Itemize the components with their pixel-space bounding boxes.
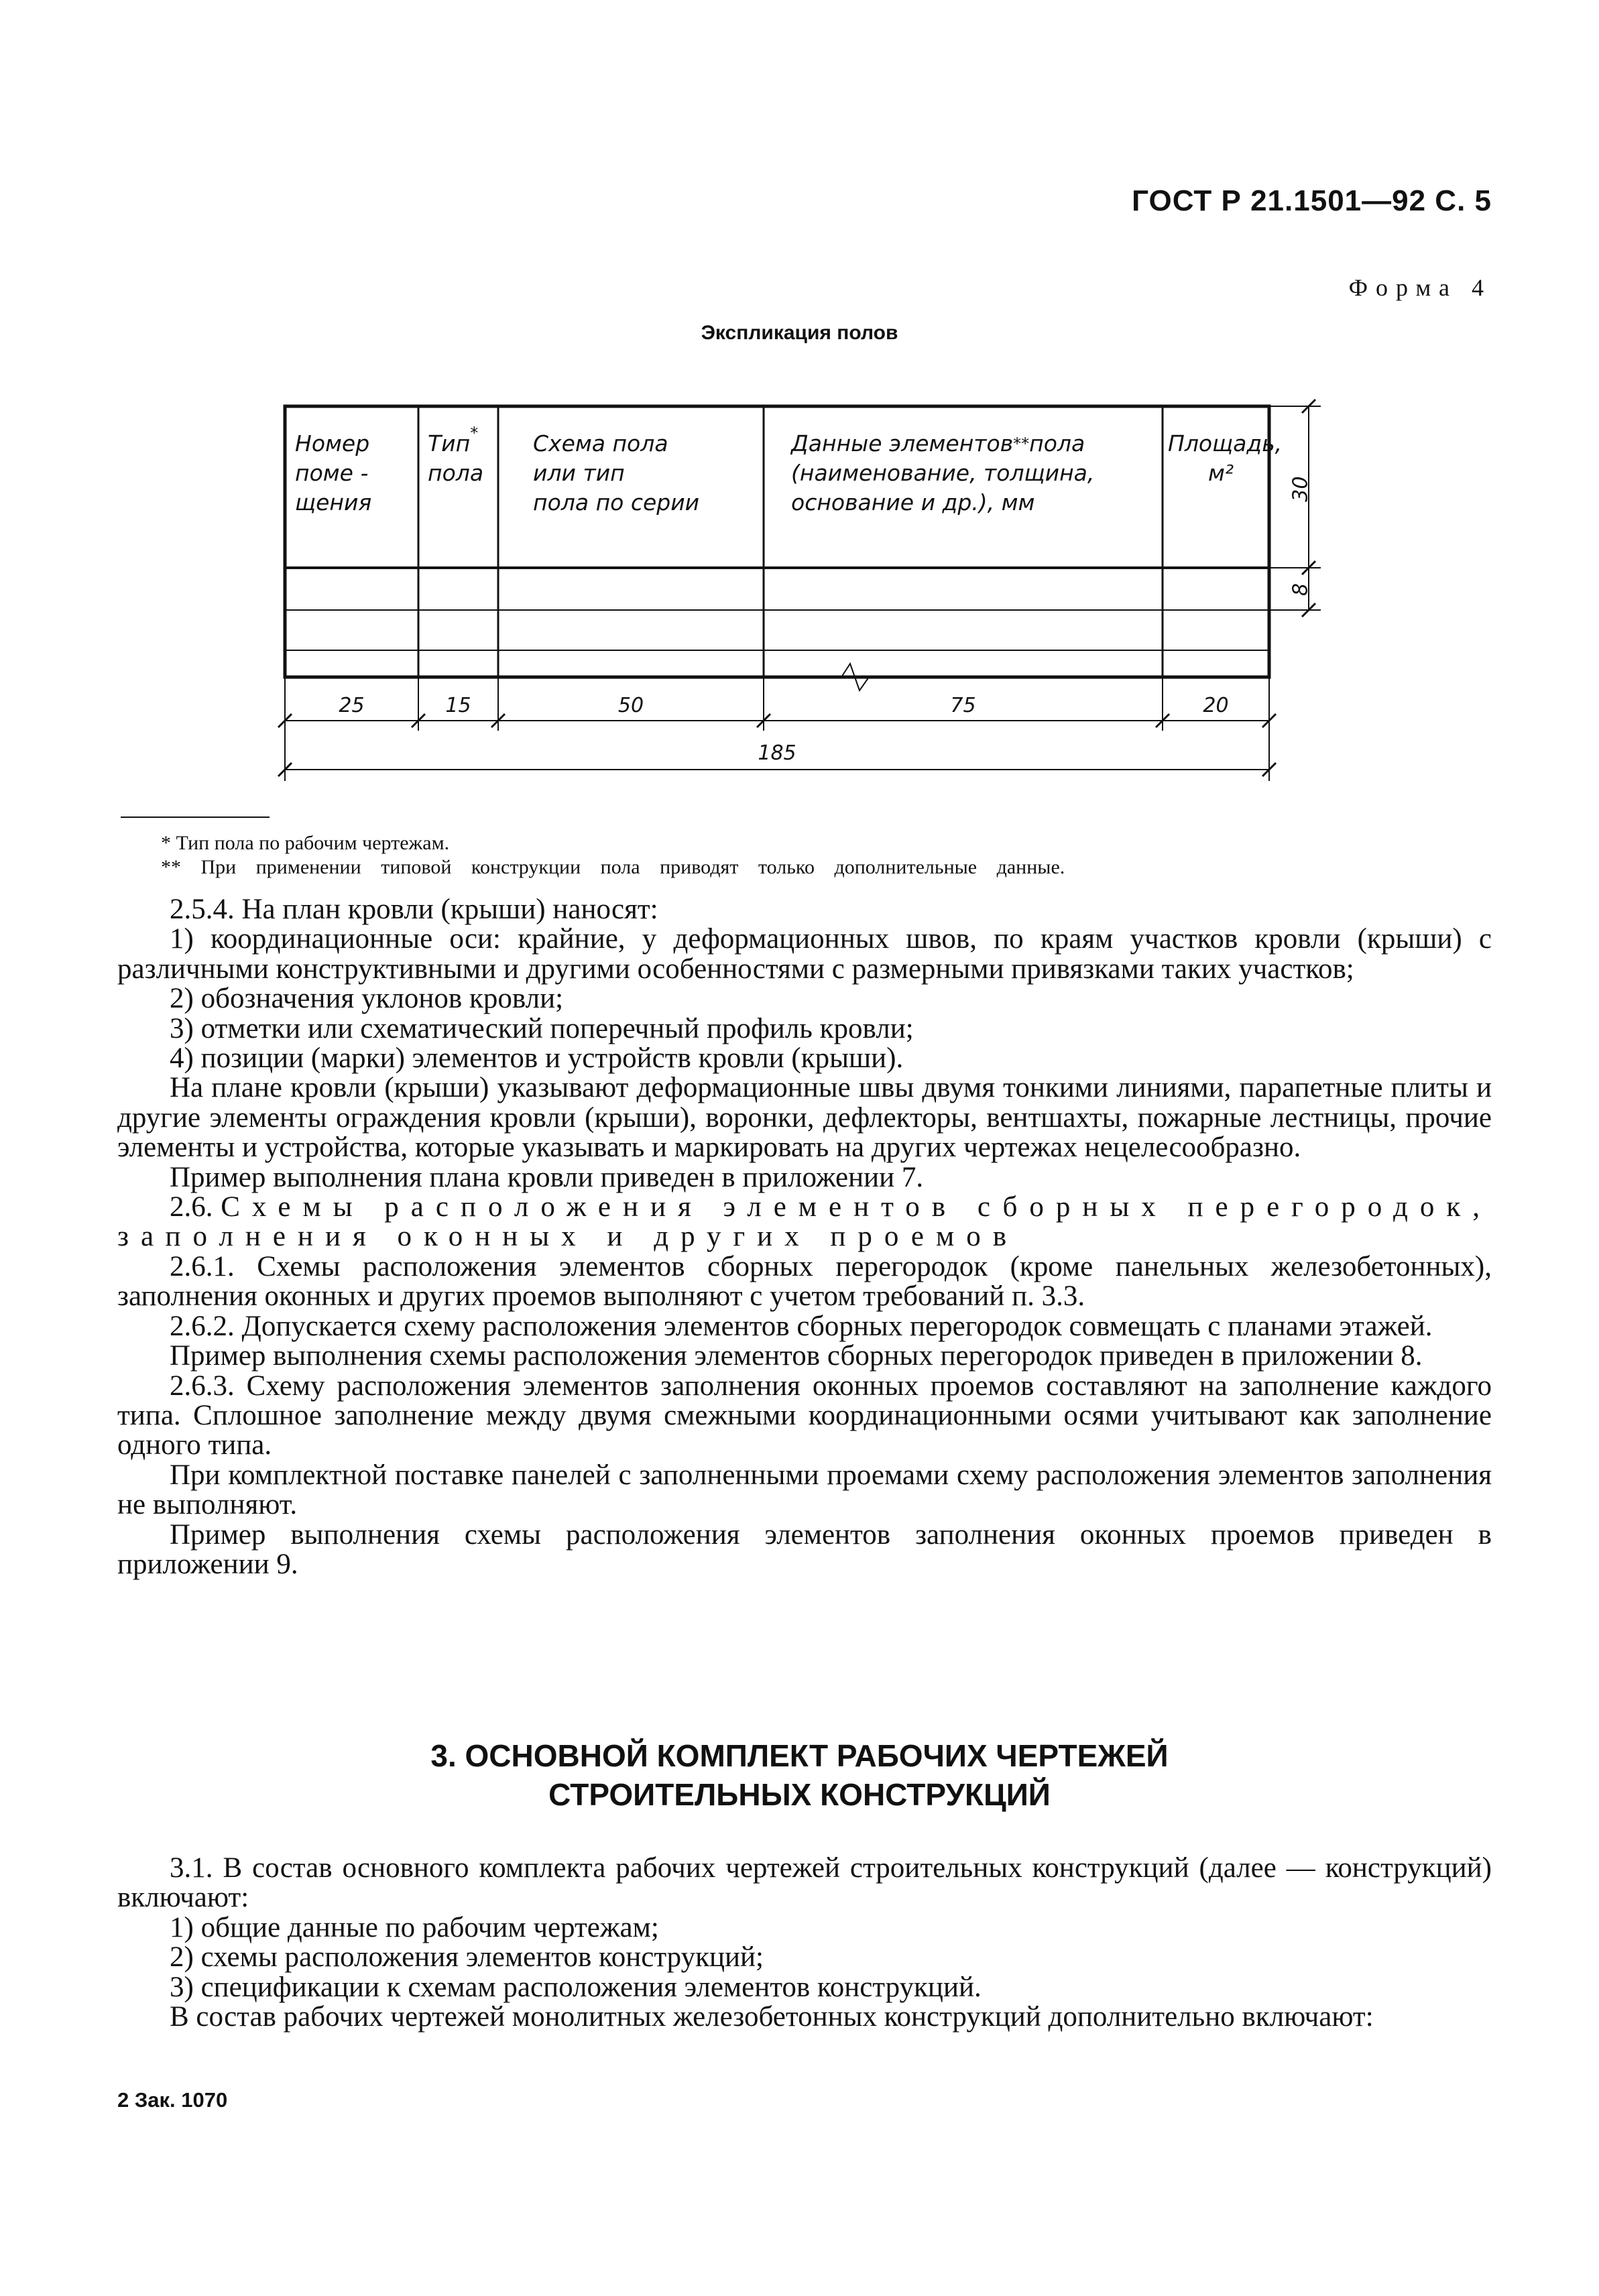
paragraph: 2.5.4. На план кровли (крыши) наносят: [170,894,658,925]
paragraph: 2.6.1. Схемы расположения элементов сборных перегородок (кроме панельных железобетонных), заполнения оконных и других проемов выполняют с учетом требований п. 3.3. [117,1250,1492,1313]
paragraph: 3.1. В состав основного комплекта рабочих чертежей строительных конструкций (далее — конструкций) включают: [117,1852,1492,1914]
list-item: 4) позиции (марки) элементов и устройств кровли (крыши). [170,1042,904,1075]
footnote-rule [121,817,270,818]
list-item: 3) спецификации к схемам расположения элементов конструкций. [170,1971,982,2003]
paragraph: Пример выполнения схемы расположения элементов заполнения оконных проемов приведен в приложении 9. [117,1518,1492,1580]
header-cell-area: Площадь, м² [1168,430,1283,486]
footnote-2: ** При применении типовой конструкции пола приводят только дополнительные данные. [161,856,1065,878]
body-text-section-3 [117,1854,1492,2032]
header-cell-room-number: Номер поме - щения [295,430,372,516]
section-3-title: 3. ОСНОВНОЙ КОМПЛЕКТ РАБОЧИХ ЧЕРТЕЖЕЙ СТРОИТЕЛЬНЫХ КОНСТРУКЦИЙ [430,1738,1169,1812]
dim-row-height: 8 [1289,583,1313,597]
header-cell-floor-scheme: Схема пола или тип пола по серии [533,430,700,516]
paragraph: При комплектной поставке панелей с заполненными проемами схему расположения элементов заполнения не выполняют. [117,1459,1492,1521]
document-header: ГОСТ Р 21.1501—92 С. 5 [1132,184,1492,217]
paragraph: 2.6.3. Схему расположения элементов заполнения оконных проемов составляют на заполнение каждого типа. Сплошное заполнение между двумя смежными координационными осями учитывают как заполнение одного типа. [117,1370,1492,1461]
paragraph: На плане кровли (крыши) указывают деформационные швы двумя тонкими линиями, парапетные плиты и другие элементы ограждения кровли (крыши), воронки, дефлекторы, вентшахты, пожарные лестницы, прочие элементы и устройства, которые указывать и маркировать на других чертежах нецелесообразно. [117,1072,1492,1164]
dim-col-5: 20 [1203,694,1229,717]
list-item: 3) отметки или схематический поперечный профиль кровли; [170,1012,914,1044]
dim-header-height: 30 [1289,476,1313,502]
body-text-section-2 [117,895,1492,1579]
subsection-heading: 2.6. Схемы расположения элементов сборных перегородок, заполнения оконных и других проемов [117,1191,1492,1253]
form-label: Форма 4 [1348,274,1492,301]
list-item: 2) схемы расположения элементов конструкций; [170,1941,764,1974]
footnote-1: * Тип пола по рабочим чертежам. [161,832,450,854]
header-cell-element-data: Данные элементов**пола (наименование, толщина, основание и др.), мм [791,430,1095,516]
list-item: 2) обозначения уклонов кровли; [170,983,564,1015]
dim-col-1: 25 [339,694,365,717]
paragraph: Пример выполнения схемы расположения элементов сборных перегородок приведен в приложении 8. [170,1340,1423,1372]
print-order-note: 2 Зак. 1070 [117,2088,228,2112]
dim-col-3: 50 [617,694,644,717]
header-cell-floor-type: Тип* пола [428,424,484,486]
paragraph: 2.6.2. Допускается схему расположения элементов сборных перегородок совмещать с планами этажей. [170,1310,1433,1342]
list-item: 1) общие данные по рабочим чертежам; [170,1911,659,1943]
list-item: 1) координационные оси: крайние, у деформационных швов, по краям участков кровли (крыши) с различными конструктивными и другими особенностями с размерными привязками таких участков; [117,923,1492,985]
dim-col-4: 75 [950,694,976,717]
paragraph: Пример выполнения плана кровли приведен в приложении 7. [170,1161,924,1193]
dim-col-2: 15 [445,694,471,717]
paragraph: В состав рабочих чертежей монолитных железобетонных конструкций дополнительно включают: [170,2001,1374,2033]
dim-total: 185 [758,741,796,765]
table-title: Экспликация полов [701,322,898,344]
